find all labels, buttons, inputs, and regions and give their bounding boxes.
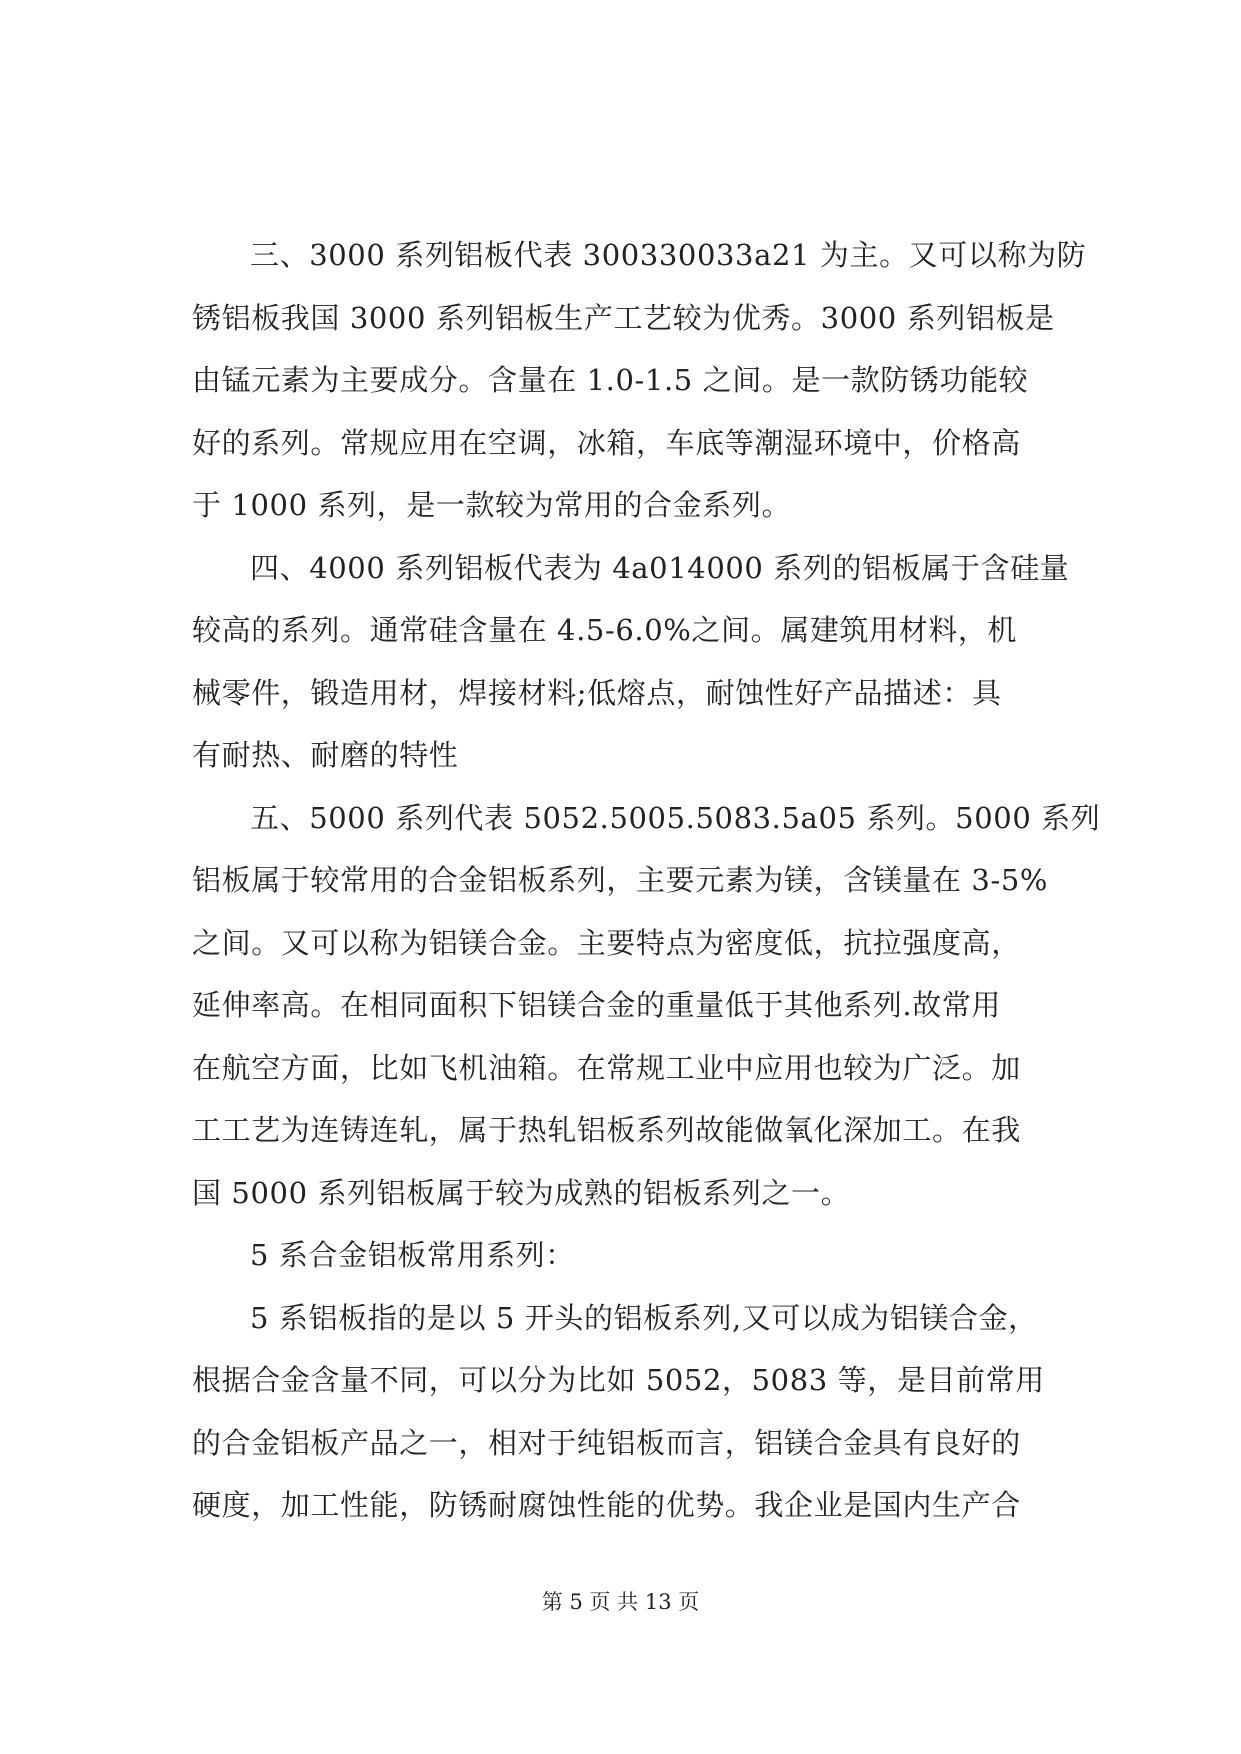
text-line: 三、3000 系列铝板代表 300330033a21 为主。又可以称为防	[250, 238, 1087, 272]
text-line: 由锰元素为主要成分。含量在 1.0-1.5 之间。是一款防锈功能较	[192, 363, 1029, 397]
paragraph-5000-series	[192, 787, 1101, 1225]
text-line: 硬度，加工性能，防锈耐腐蚀性能的优势。我企业是国内生产合	[192, 1488, 1021, 1522]
text-line: 锈铝板我国 3000 系列铝板生产工艺较为优秀。3000 系列铝板是	[192, 300, 1055, 335]
text-line: 好的系列。常规应用在空调，冰箱，车底等潮湿环境中，价格高	[192, 425, 1021, 460]
text-line: 工工艺为连铸连轧，属于热轧铝板系列故能做氧化深加工。在我	[192, 1113, 1021, 1147]
text-line: 在航空方面，比如飞机油箱。在常规工业中应用也较为广泛。加	[192, 1050, 1021, 1085]
text-line: 较高的系列。通常硅含量在 4.5-6.0%之间。属建筑用材料，机	[192, 613, 1018, 647]
paragraph-5-series-heading	[192, 1224, 1084, 1287]
text-line: 的合金铝板产品之一，相对于纯铝板而言，铝镁合金具有良好的	[192, 1425, 1021, 1460]
text-line: 五、5000 系列代表 5052.5005.5083.5a05 系列。5000 系列	[250, 800, 1101, 835]
page-number-footer: 第 5 页 共 13 页	[541, 1590, 700, 1614]
text-line: 械零件，锻造用材，焊接材料;低熔点，耐蚀性好产品描述：具	[192, 675, 1002, 710]
text-line: 根据合金含量不同，可以分为比如 5052，5083 等，是目前常用	[192, 1363, 1045, 1397]
paragraph-4000-series	[192, 537, 1084, 787]
text-line: 国 5000 系列铝板属于较为成熟的铝板系列之一。	[192, 1175, 851, 1210]
text-line: 四、4000 系列铝板代表为 4a014000 系列的铝板属于含硅量	[250, 550, 1070, 585]
text-line: 延伸率高。在相同面积下铝镁合金的重量低于其他系列.故常用	[192, 988, 1002, 1022]
text-line: 之间。又可以称为铝镁合金。主要特点为密度低，抗拉强度高，	[192, 925, 1021, 960]
document-body	[192, 224, 1101, 1537]
text-line: 5 系铝板指的是以 5 开头的铝板系列,又可以成为铝镁合金，	[250, 1300, 1038, 1335]
text-line: 铝板属于较常用的合金铝板系列，主要元素为镁，含镁量在 3-5%	[192, 863, 1049, 897]
paragraph-3000-series	[192, 224, 1087, 537]
text-line: 5 系合金铝板常用系列：	[250, 1238, 575, 1272]
text-line: 于 1000 系列，是一款较为常用的合金系列。	[192, 488, 792, 522]
text-line: 有耐热、耐磨的特性	[192, 738, 459, 772]
paragraph-5-series-description	[192, 1287, 1084, 1537]
